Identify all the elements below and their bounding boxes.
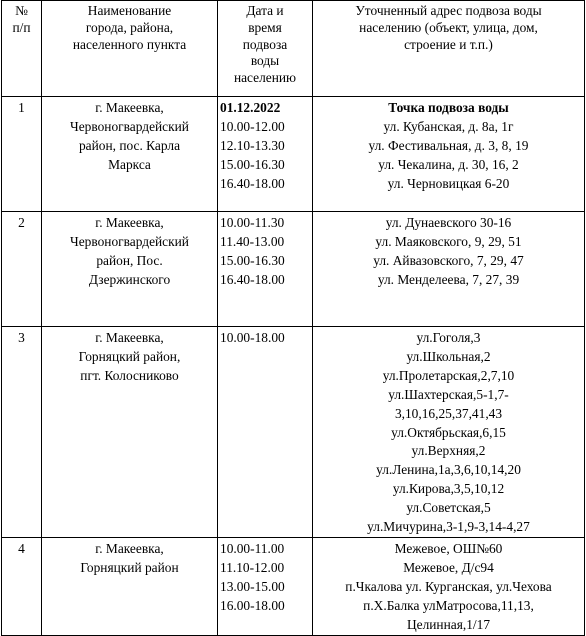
table-header-row bbox=[2, 1, 585, 97]
header-address: Уточненный адрес подвоза воды населению (объект, улица, дом, строение и т.п.) bbox=[313, 1, 585, 97]
row-place: г. Макеевка, Горняцкий район, пгт. Колосниково bbox=[42, 327, 218, 538]
row-num: 4 bbox=[2, 537, 42, 635]
table-row bbox=[2, 97, 585, 212]
row-addresses: ул. Дунаевского 30-16 ул. Маяковского, 9, 29, 51 ул. Айвазовского, 7, 29, 47 ул. Менделеева, 7, 27, 39 bbox=[313, 212, 585, 327]
header-name: Наименование города, района, населенного пункта bbox=[42, 1, 218, 97]
row-num: 2 bbox=[2, 212, 42, 327]
row-times: 10.00-11.00 11.10-12.00 13.00-15.00 16.00-18.00 bbox=[218, 537, 313, 635]
row-times: 10.00-11.30 11.40-13.00 15.00-16.30 16.40-18.00 bbox=[218, 212, 313, 327]
row-place: г. Макеевка, Червоногвардейский район, пос. Карла Маркса bbox=[42, 97, 218, 212]
row-addresses: Межевое, ОШ№60 Межевое, Д/с94 п.Чкалова ул. Курганская, ул.Чехова п.Х.Балка улМатросова,11,13, Целинная,1/17 bbox=[313, 537, 585, 635]
row-times: 10.00-18.00 bbox=[218, 327, 313, 538]
table-row bbox=[2, 327, 585, 538]
row-addresses: ул.Гоголя,3 ул.Школьная,2 ул.Пролетарская,2,7,10 ул.Шахтерская,5-1,7- 3,10,16,25,37,41,43 ул.Октябрьская,6,15 ул.Верхняя,2 ул.Ленина,1а,3,6,10,14,20 ул.Кирова,3,5,10,12 ул.Советская,5 ул.Мичурина,3-1,9-3,14-4,27 bbox=[313, 327, 585, 538]
row-addresses: Точка подвоза воды ул. Кубанская, д. 8а, 1г ул. Фестивальная, д. 3, 8, 19 ул. Чекалина, д. 30, 16, 2 ул. Черновицкая 6-20 bbox=[313, 97, 585, 212]
row-num: 3 bbox=[2, 327, 42, 538]
row-num: 1 bbox=[2, 97, 42, 212]
row-times: 01.12.2022 10.00-12.00 12.10-13.30 15.00-16.30 16.40-18.00 bbox=[218, 97, 313, 212]
header-date: Дата и время подвоза воды населению bbox=[218, 1, 313, 97]
row-place: г. Макеевка, Горняцкий район bbox=[42, 537, 218, 635]
header-num: № п/п bbox=[2, 1, 42, 97]
water-delivery-table bbox=[1, 0, 585, 636]
table-row bbox=[2, 537, 585, 635]
table-row bbox=[2, 212, 585, 327]
row-place: г. Макеевка, Червоногвардейский район, Пос. Дзержинского bbox=[42, 212, 218, 327]
